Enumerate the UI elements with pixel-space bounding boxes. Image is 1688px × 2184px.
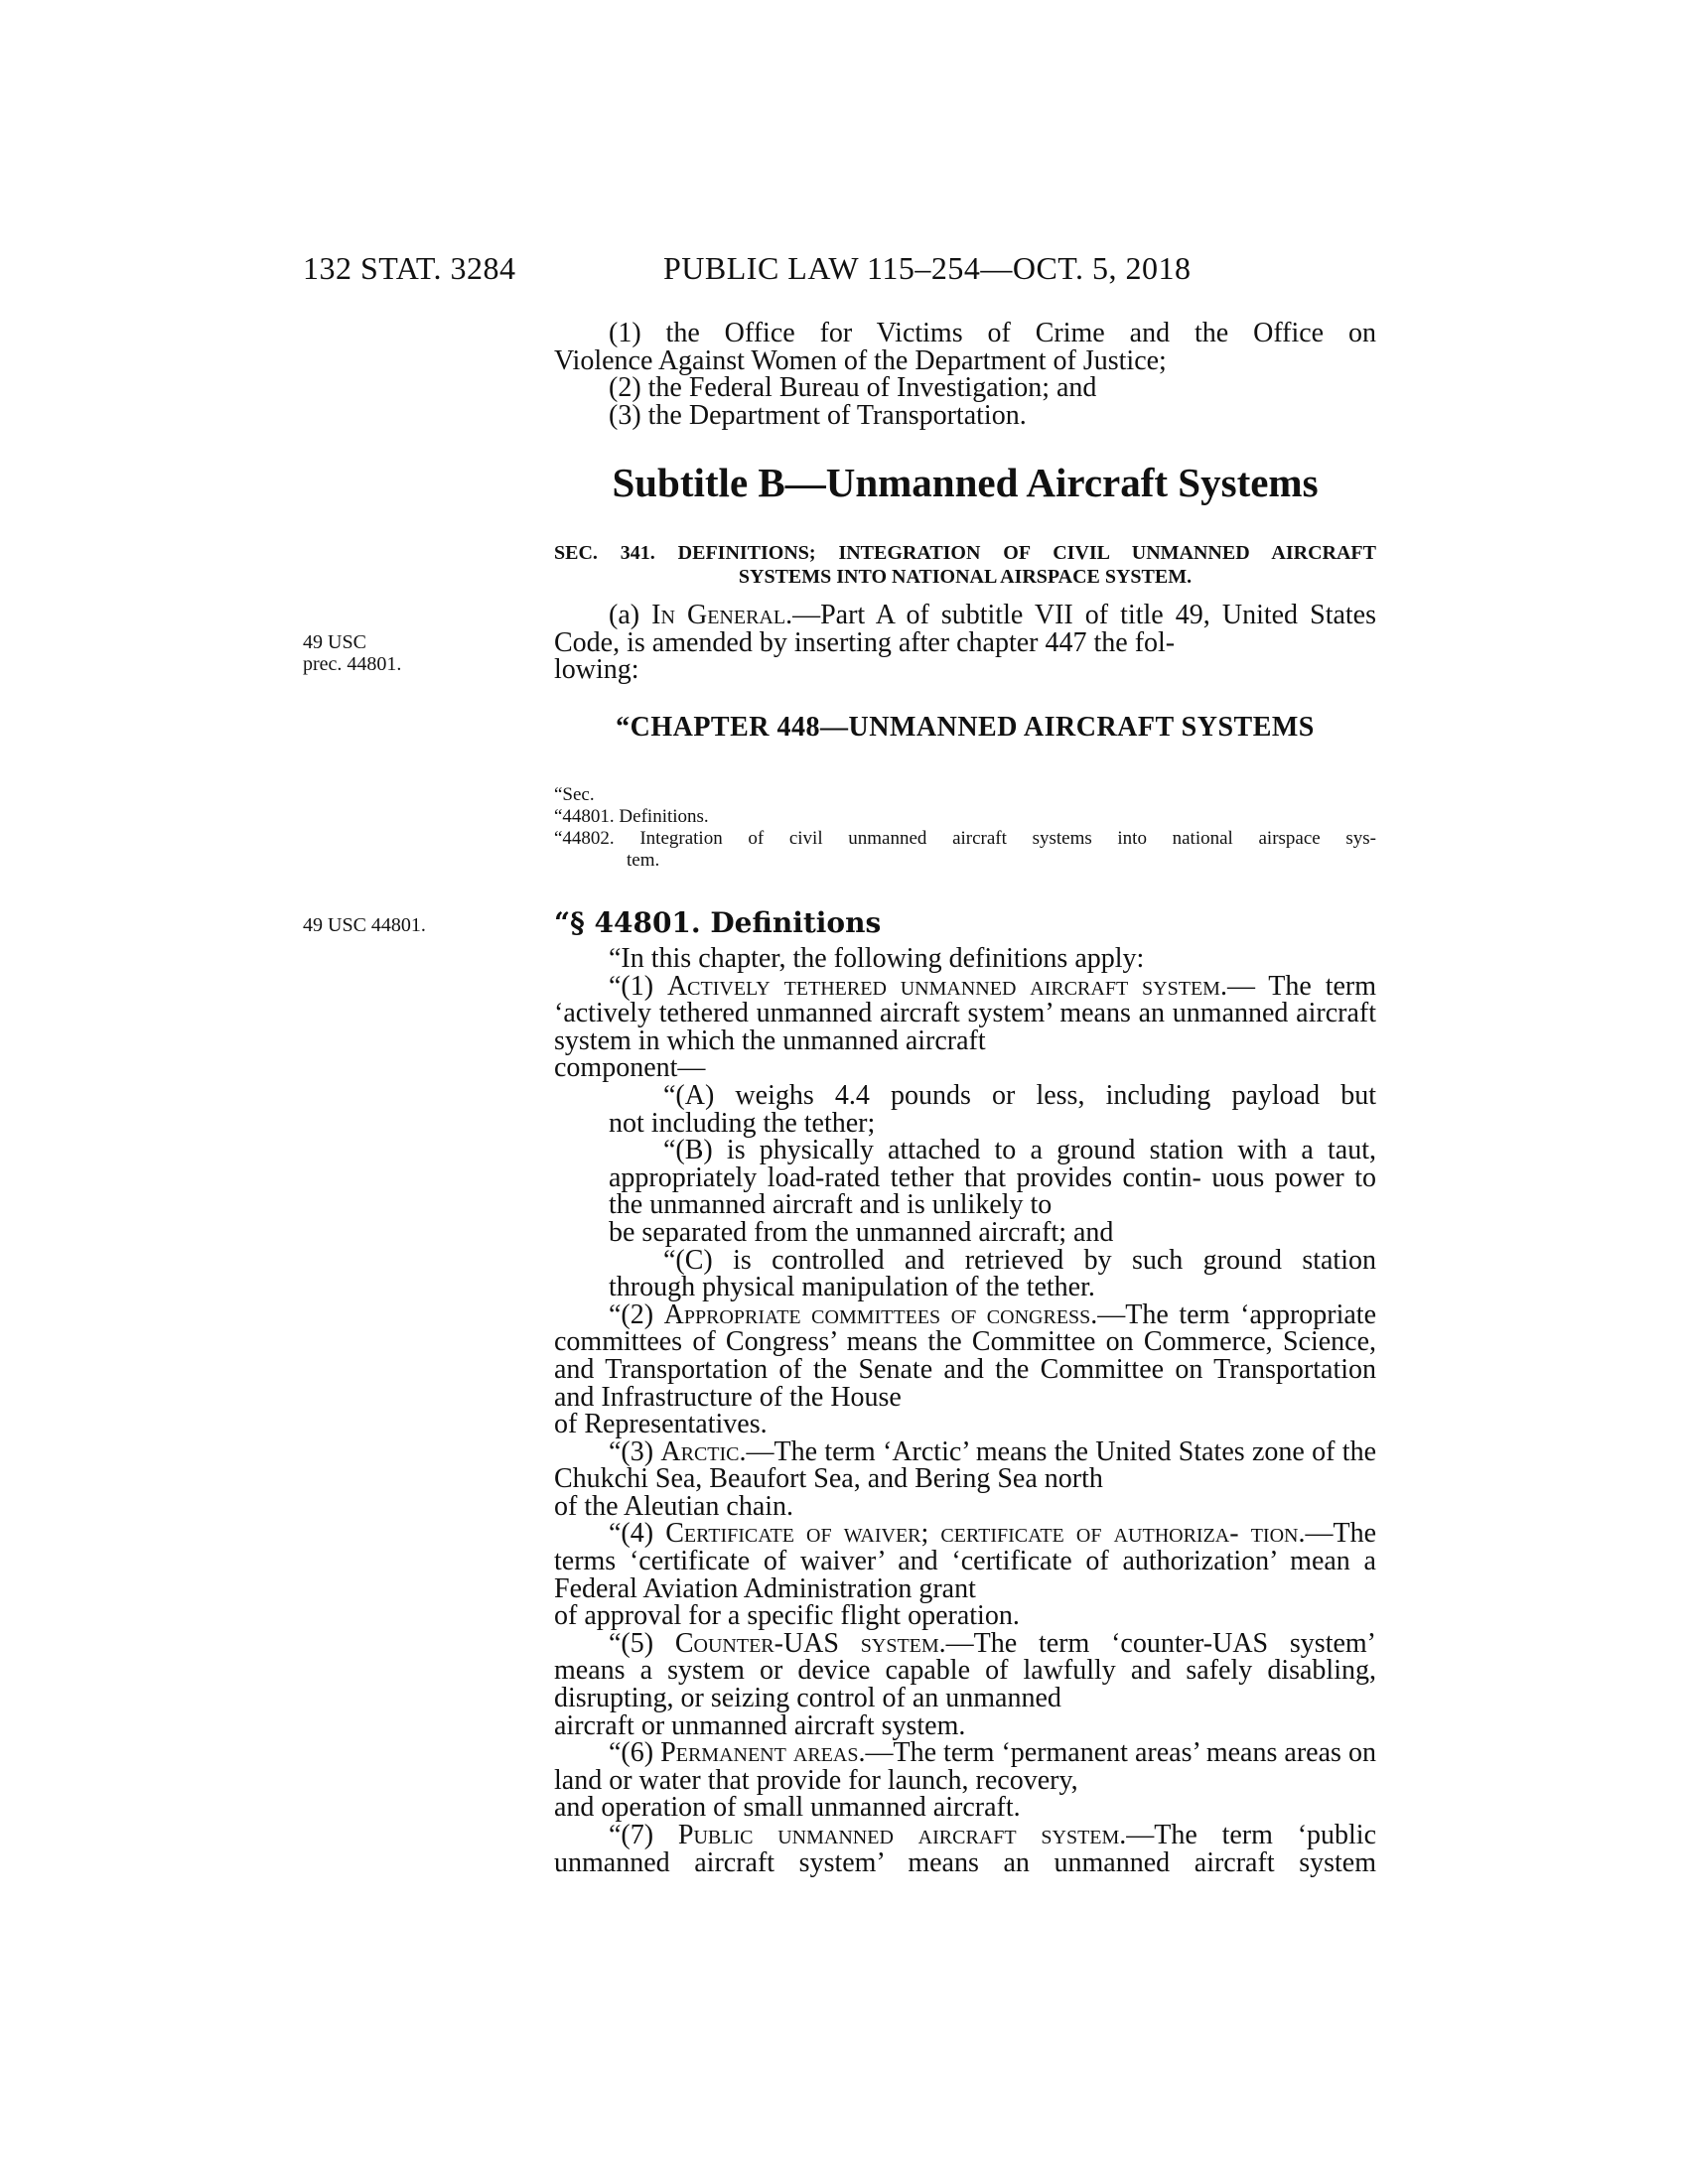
definition-number: “(7)	[609, 1820, 678, 1850]
definition-last-line: component—	[554, 1052, 706, 1084]
definition-4	[554, 1520, 1376, 1602]
definition-6	[554, 1739, 1376, 1794]
subparagraph-b: “(B) is physically attached to a ground station with a taut, appropriately load-rated tether that provides contin- uous power to the unmanned aircraft and is unlikely to	[609, 1135, 1376, 1221]
chapter-title: “CHAPTER 448—UNMANNED AIRCRAFT SYSTEMS	[616, 712, 1315, 743]
definition-number: “(2)	[609, 1298, 664, 1330]
definition-text: .—The terms ‘certificate of waiver’ and ‘certificate of authorization’ mean a Federal Aviation Administration grant	[554, 1518, 1377, 1604]
list-item: (3) the Department of Transportation.	[609, 399, 1027, 431]
definition-last-line: aircraft or unmanned aircraft system.	[554, 1709, 966, 1741]
definition-5	[554, 1627, 1377, 1714]
margin-note-citation	[303, 631, 401, 675]
definition-number: “(1)	[609, 970, 667, 1002]
subparagraph-last-line: through physical manipulation of the tether.	[609, 1272, 1095, 1303]
definition-text: .—The term ‘counter-UAS system’ means a system or device capable of lawfully and safely disabling, disrupting, or seizing control of an unmanned	[554, 1627, 1377, 1714]
toc-entry-continued: tem.	[627, 850, 660, 871]
definition-text: .—The term ‘appropriate committees of Congress’ means the Committee on Commerce, Science, and Transportation of the Senate and the Committee on Transportation and Infrastructure of the House	[554, 1298, 1376, 1413]
definition-text: .—The term ‘permanent areas’ means areas on land or water that provide for launch, recovery,	[554, 1737, 1376, 1796]
public-law-header: PUBLIC LAW 115–254—OCT. 5, 2018	[663, 250, 1192, 286]
section-title: “§ 44801. Definitions	[554, 906, 882, 939]
subtitle-heading: Subtitle B—Unmanned Aircraft Systems	[612, 460, 1319, 505]
definition-number: “(5)	[609, 1627, 675, 1659]
margin-note-line: prec. 44801.	[303, 653, 402, 675]
definition-number: “(4)	[609, 1518, 666, 1550]
definition-caption: Certificate of waiver; certificate of authoriza- tion	[665, 1518, 1299, 1550]
margin-note-line: 49 USC	[303, 631, 366, 653]
definition-3	[554, 1435, 1376, 1495]
definition-caption: Arctic	[660, 1435, 740, 1467]
definition-number: “(3)	[609, 1435, 661, 1467]
subparagraph-c: “(C) is controlled and retrieved by such ground station	[663, 1244, 1376, 1276]
list-item: (1) the Office for Victims of Crime and the Office on	[609, 318, 1376, 348]
subparagraph-group	[554, 1079, 1376, 1303]
paragraph-last-line: lowing:	[554, 654, 639, 686]
definition-text: .—The term ‘public unmanned aircraft system’ means an unmanned aircraft system	[554, 1820, 1377, 1878]
definition-1	[554, 970, 1377, 1056]
definition-last-line: of the Aleutian chain.	[554, 1490, 794, 1522]
definition-7	[554, 1822, 1376, 1876]
definition-number: “(6)	[609, 1737, 661, 1769]
definition-2	[554, 1298, 1376, 1413]
toc-entry: “44801. Definitions.	[554, 806, 709, 827]
section-heading-line: SEC. 341. DEFINITIONS; INTEGRATION OF CIVIL UNMANNED AIRCRAFT	[554, 542, 1376, 564]
margin-note-citation: 49 USC 44801.	[303, 914, 426, 936]
definition-caption: Appropriate committees of congress	[663, 1298, 1091, 1330]
definition-last-line: and operation of small unmanned aircraft.	[554, 1792, 1021, 1824]
definition-caption: Public unmanned aircraft system	[677, 1820, 1120, 1850]
paragraph-a	[554, 602, 1376, 684]
chapter-table-of-contents	[554, 784, 1376, 872]
section-heading	[554, 541, 1376, 589]
paragraph-text	[554, 602, 1376, 656]
toc-label: “Sec.	[554, 784, 595, 805]
definition-text: .—The term ‘Arctic’ means the United States zone of the Chukchi Sea, Beaufort Sea, and Bering Sea north	[554, 1435, 1376, 1495]
toc-entry: “44802. Integration of civil unmanned aircraft systems into national airspace sys-	[554, 828, 1376, 849]
definition-last-line: of Representatives.	[554, 1409, 768, 1440]
definition-caption: Actively tethered unmanned aircraft system	[666, 970, 1220, 1002]
section-heading-line: SYSTEMS INTO NATIONAL AIRSPACE SYSTEM.	[738, 566, 1193, 588]
subparagraph-last-line: be separated from the unmanned aircraft; and	[609, 1216, 1114, 1248]
subparagraph-last-line: not including the tether;	[609, 1107, 876, 1139]
subparagraph-a: “(A) weighs 4.4 pounds or less, including payload but	[663, 1079, 1376, 1111]
statute-page-number: 132 STAT. 3284	[303, 250, 516, 286]
paragraph-body: .—Part A of subtitle VII of title 49, United States Code, is amended by inserting after chapter 447 the fol-	[554, 600, 1377, 658]
paragraph-label: (a)	[609, 600, 652, 630]
definition-last-line: of approval for a specific flight operation.	[554, 1600, 1020, 1632]
paragraph-caption: In General	[651, 600, 786, 630]
intro-line: “In this chapter, the following definitions apply:	[609, 943, 1145, 974]
list-item-continued: Violence Against Women of the Department of Justice;	[554, 344, 1167, 376]
definition-text: .— The term ‘actively tethered unmanned aircraft system’ means an unmanned aircraft system in which the unmanned aircraft	[554, 970, 1377, 1056]
definition-caption: Permanent areas	[660, 1737, 859, 1769]
definition-caption: Counter-UAS system	[674, 1627, 939, 1659]
definitions-body	[554, 945, 1376, 1876]
continuation-list	[554, 320, 1376, 429]
list-item: (2) the Federal Bureau of Investigation; and	[609, 372, 1097, 404]
